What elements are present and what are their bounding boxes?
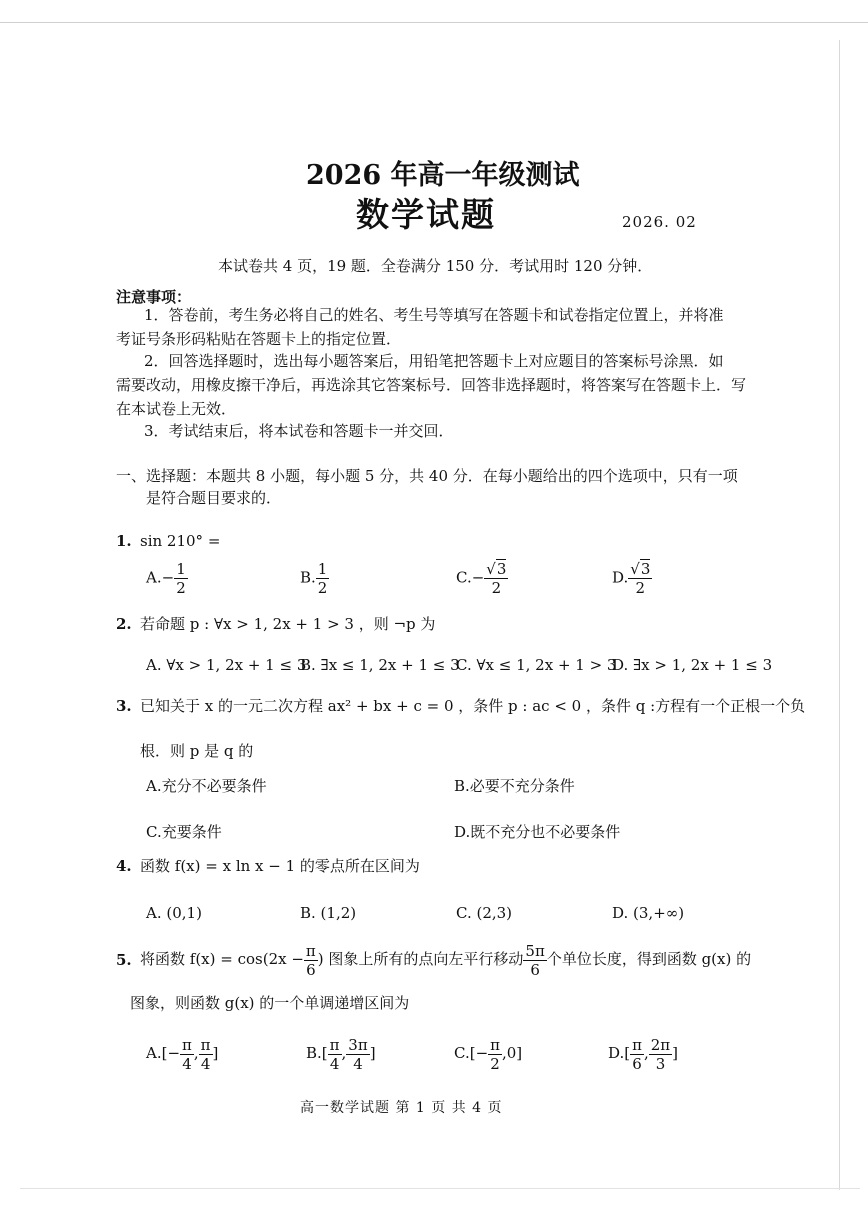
- q1-option-d: D. $\frac{√3}{2}$: [612, 560, 651, 597]
- q1-number: 1.: [116, 532, 132, 550]
- section1-heading-line1: 一、选择题：本题共 8 小题，每小题 5 分，共 40 分．在每小题给出的四个选项中，只有一项: [116, 467, 738, 485]
- q4-option-c: C. (2,3): [456, 904, 513, 922]
- note-1-line-2: 考证号条形码粘贴在答题卡上的指定位置．: [116, 330, 402, 348]
- q3-option-d: D.既不充分也不必要条件: [454, 823, 621, 841]
- q4-option-d: D. (3,+∞): [612, 904, 685, 922]
- scan-edge-bottom: [20, 1188, 860, 1189]
- note-1-line-1: 1．答卷前，考生务必将自己的姓名、考生号等填写在答题卡和试卷指定位置上，并将准: [144, 306, 724, 324]
- q3-option-b: B.必要不充分条件: [454, 777, 575, 795]
- exam-title-line2: 数学试题: [356, 195, 496, 234]
- section1-heading-line2: 是符合题目要求的．: [146, 489, 282, 507]
- page-footer: 高一数学试题 第 1 页 共 4 页: [300, 1100, 503, 1116]
- scan-edge-right: [839, 40, 840, 1190]
- exam-info: 本试卷共 4 页，19 题．全卷满分 150 分．考试用时 120 分钟．: [218, 257, 653, 275]
- q1-option-c: C.− $\frac{√3}{2}$: [456, 560, 507, 597]
- q1-option-a: A.− $\frac{1}{2}$: [146, 560, 186, 597]
- exam-title-line1: 2026 年高一年级测试: [306, 160, 580, 191]
- q2-option-d: D. ∃x > 1, 2x + 1 ≤ 3: [612, 656, 773, 674]
- note-2-line-2: 需要改动，用橡皮擦干净后，再选涂其它答案标号．回答非选择题时，将答案写在答题卡上．写: [116, 376, 747, 394]
- q4-number: 4.: [116, 857, 132, 875]
- q3-option-a: A.充分不必要条件: [146, 777, 267, 795]
- notes-heading: 注意事项：: [116, 288, 192, 306]
- q5-stem-line1: 将函数 f(x) = cos(2x − $\frac{\pi}{6}$ ) 图象上所有的点向左平行移动 $\frac{5\pi}{6}$ 个单位长度，得到函数 g(x) 的: [140, 941, 752, 979]
- note-2-line-3: 在本试卷上无效．: [116, 400, 237, 418]
- q1-stem: sin 210° =: [140, 532, 221, 550]
- q5-option-c: C.[− $\frac{\pi}{2}$ ,0]: [454, 1035, 523, 1073]
- q3-option-c: C.充要条件: [146, 823, 222, 841]
- q2-option-a: A. ∀x > 1, 2x + 1 ≤ 3: [146, 656, 307, 674]
- q2-number: 2.: [116, 615, 132, 633]
- q2-option-c: C. ∀x ≤ 1, 2x + 1 > 3: [456, 656, 617, 674]
- q3-stem-line1: 已知关于 x 的一元二次方程 ax² + bx + c = 0 ，条件 p : ac < 0 ，条件 q :方程有一个正根一个负: [140, 697, 806, 715]
- note-3: 3．考试结束后，将本试卷和答题卡一并交回．: [144, 422, 454, 440]
- q4-option-a: A. (0,1): [146, 904, 202, 922]
- q3-number: 3.: [116, 697, 132, 715]
- q2-stem: 若命题 p : ∀x > 1, 2x + 1 > 3 ，则 ¬p 为: [140, 615, 436, 633]
- q4-option-b: B. (1,2): [300, 904, 357, 922]
- q2-option-b: B. ∃x ≤ 1, 2x + 1 ≤ 3: [300, 656, 460, 674]
- note-2-line-1: 2．回答选择题时，选出每小题答案后，用铅笔把答题卡上对应题目的答案标号涂黑．如: [144, 352, 724, 370]
- q5-number: 5.: [116, 951, 132, 969]
- q5-option-d: D.[ $\frac{\pi}{6}$ , $\frac{2\pi}{3}$ ]: [608, 1035, 679, 1073]
- q5-option-a: A.[− $\frac{\pi}{4}$ , $\frac{\pi}{4}$ ]: [146, 1035, 219, 1073]
- exam-date: 2026. 02: [622, 213, 697, 231]
- q5-option-b: B.[ $\frac{\pi}{4}$ , $\frac{3\pi}{4}$ ]: [306, 1035, 376, 1073]
- scan-edge-top: [0, 22, 868, 23]
- q3-stem-line2: 根．则 p 是 q 的: [140, 742, 254, 760]
- q4-stem: 函数 f(x) = x ln x − 1 的零点所在区间为: [140, 857, 420, 875]
- q5-stem-line2: 图象，则函数 g(x) 的一个单调递增区间为: [130, 994, 410, 1012]
- q1-option-b: B. $\frac{1}{2}$: [300, 560, 328, 597]
